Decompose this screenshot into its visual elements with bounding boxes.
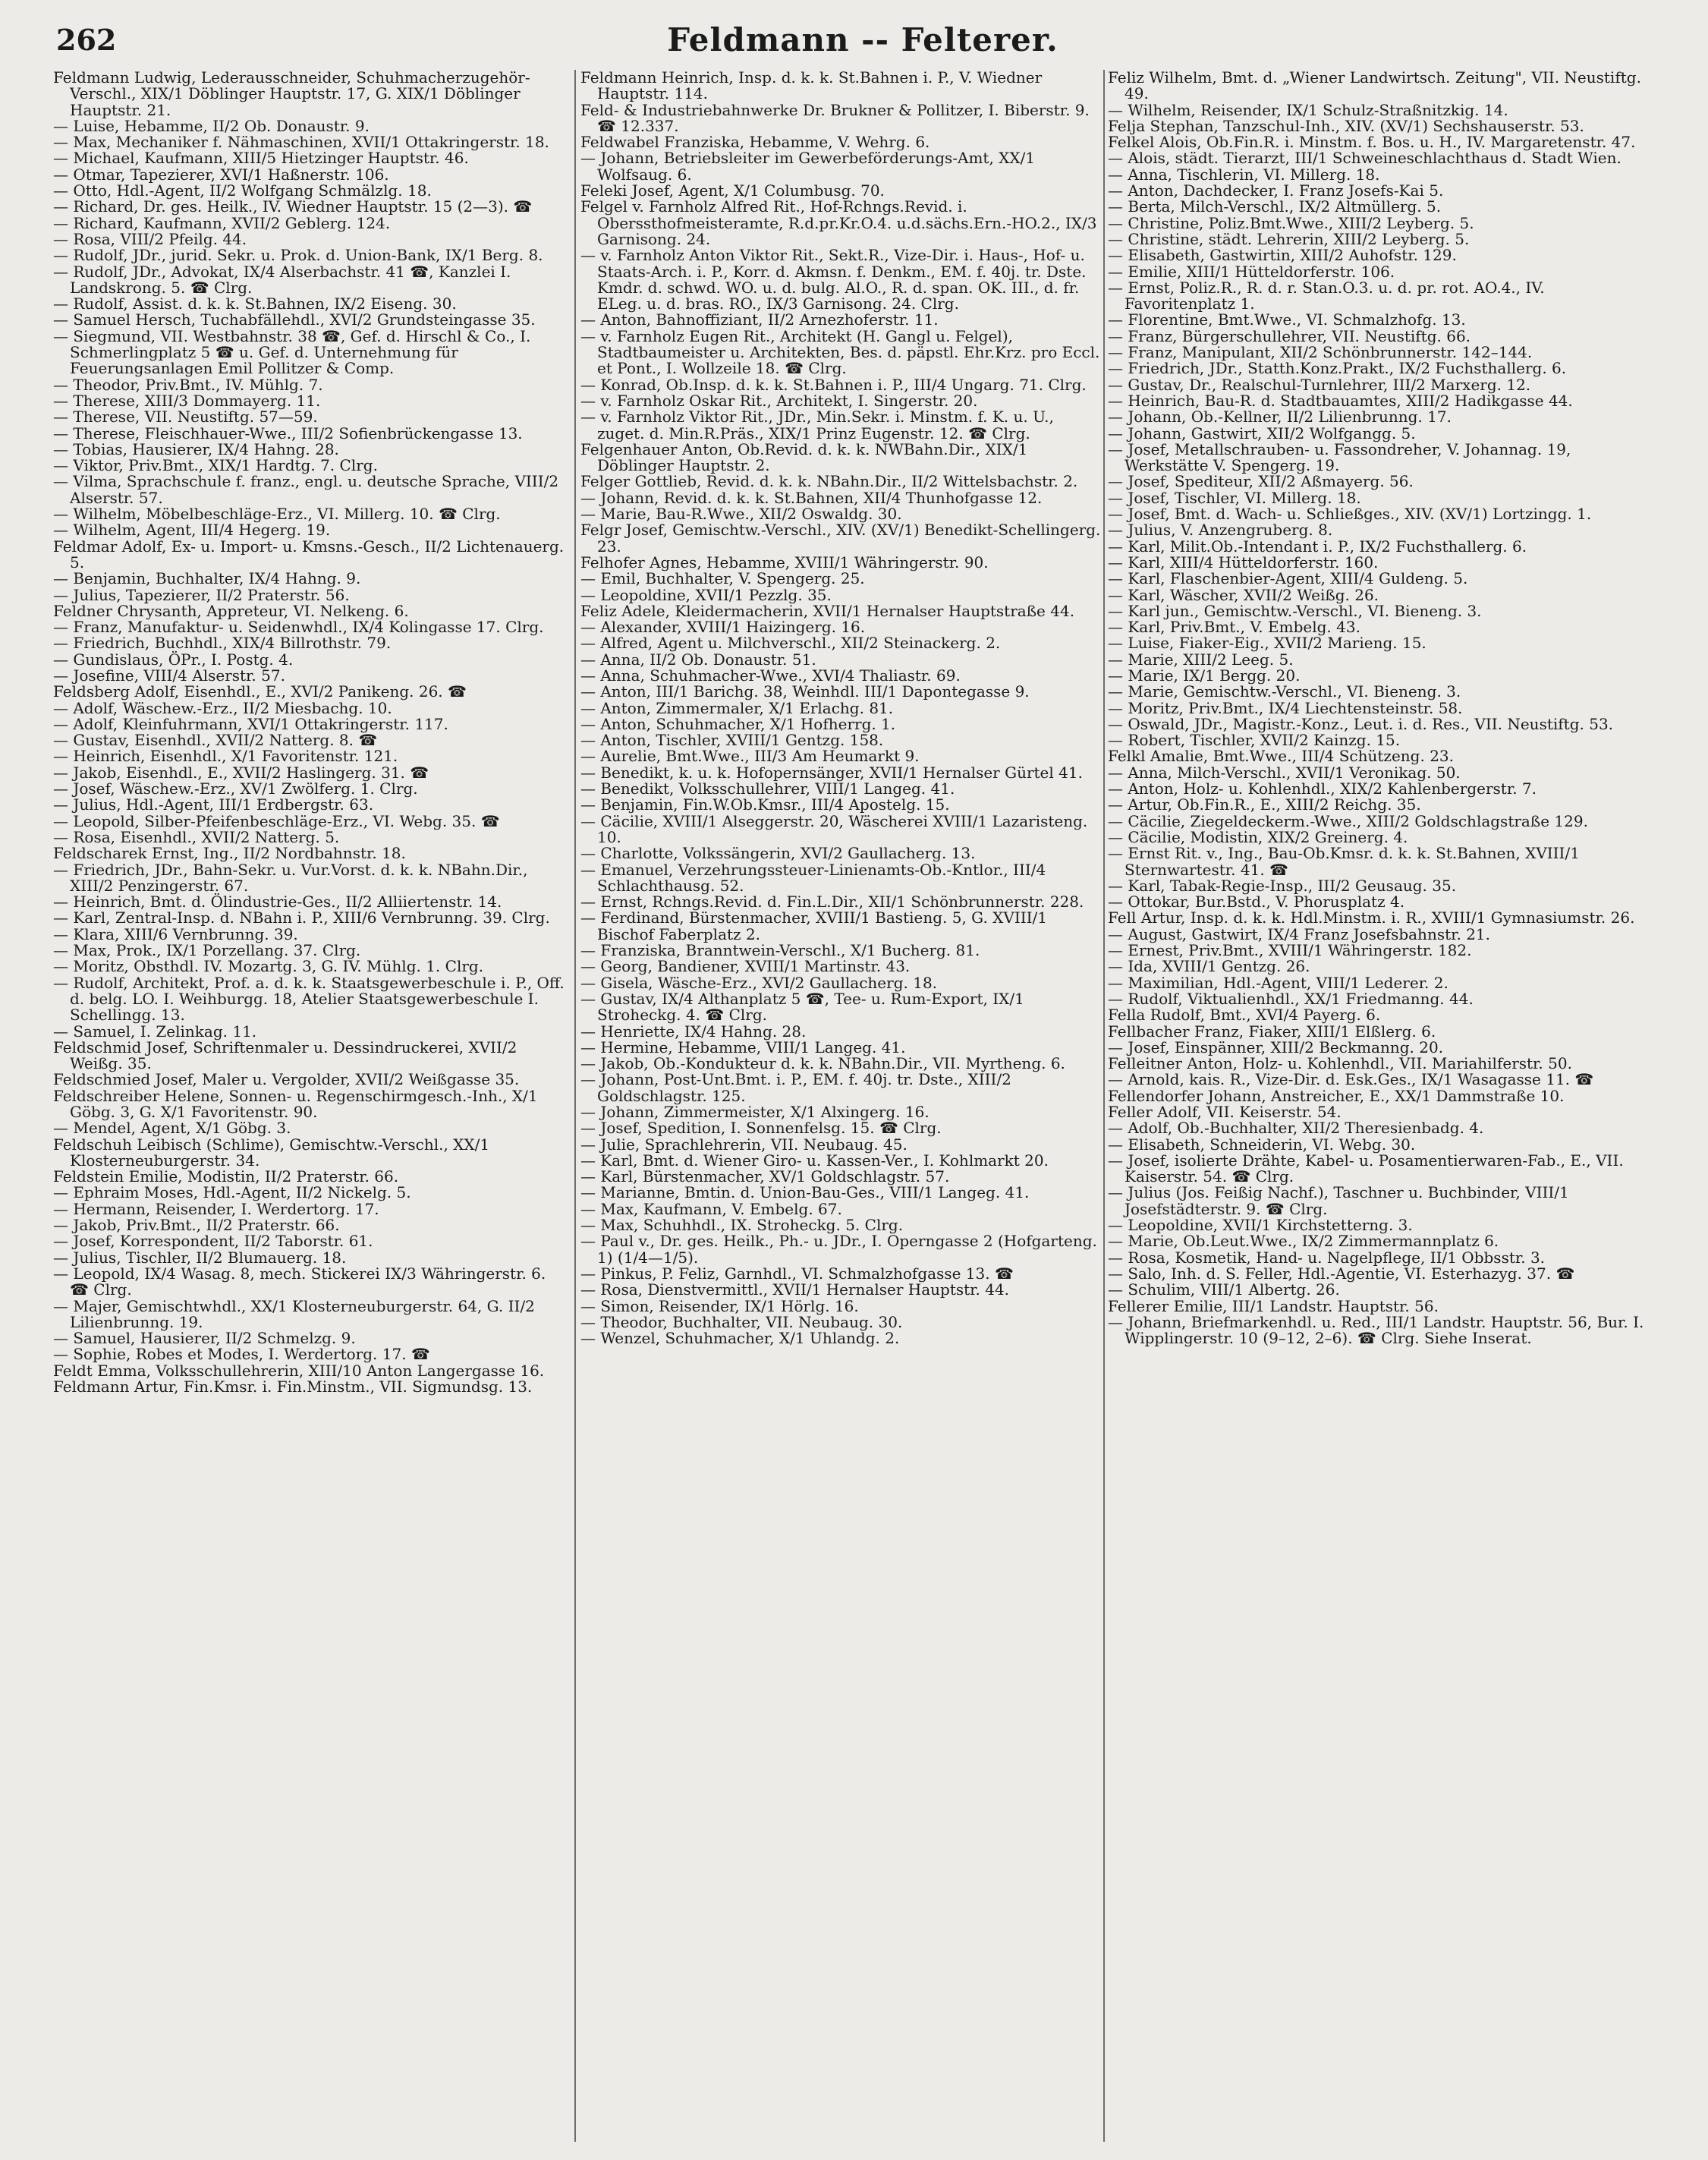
directory-entry: — Benjamin, Fin.W.Ob.Kmsr., III/4 Apostelg. 15. bbox=[580, 795, 950, 814]
directory-entry: — Alois, städt. Tierarzt, III/1 Schweineschlachthaus d. Stadt Wien. bbox=[1108, 149, 1621, 168]
directory-entry: — Johann, Gastwirt, XII/2 Wolfgangg. 5. bbox=[1108, 423, 1416, 442]
directory-entry: — Richard, Kaufmann, XVII/2 Geblerg. 124. bbox=[53, 213, 391, 232]
directory-entry: Feldmann Heinrich, Insp. d. k. k. St.Bahnen i. P., V. Wiedner Hauptstr. 114. bbox=[580, 70, 1043, 103]
directory-entry: — Majer, Gemischtwhdl., XX/1 Klosterneuburgerstr. 64, G. II/2 Lilienbrunng. 19. bbox=[53, 1296, 535, 1331]
directory-entry: — Jakob, Ob.-Kondukteur d. k. k. NBahn.Dir., VII. Myrtheng. 6. bbox=[580, 1054, 1065, 1073]
directory-entry: — Rudolf, Viktualienhdl., XX/1 Friedmanng. 44. bbox=[1108, 989, 1474, 1008]
directory-entry: — Anton, III/1 Barichg. 38, Weinhdl. III/1 Dapontegasse 9. bbox=[580, 682, 1030, 701]
directory-entry: — Emilie, XIII/1 Hütteldorferstr. 106. bbox=[1108, 262, 1395, 281]
directory-entry: — Heinrich, Eisenhdl., X/1 Favoritenstr. 121. bbox=[53, 747, 398, 766]
directory-entry: — Cäcilie, Modistin, XIX/2 Greinerg. 4. bbox=[1108, 827, 1408, 846]
directory-entry: Feld- & Industriebahnwerke Dr. Brukner & Pollitzer, I. Biberstr. 9. ☎ 12.337. bbox=[580, 100, 1090, 135]
column-2 bbox=[580, 70, 1104, 2142]
directory-entry: — August, Gastwirt, IX/4 Franz Josefsbahnstr. 21. bbox=[1108, 924, 1491, 943]
directory-entry: Felger Gottlieb, Revid. d. k. k. NBahn.Dir., II/2 Wittelsbachstr. 2. bbox=[580, 472, 1078, 491]
directory-entry: — Julius, Tischler, II/2 Blumauerg. 18. bbox=[53, 1248, 347, 1267]
directory-entry: — Theodor, Buchhalter, VII. Neubaug. 30. bbox=[580, 1312, 903, 1331]
directory-entry: — Samuel, I. Zelinkag. 11. bbox=[53, 1022, 257, 1041]
directory-entry: — Gustav, Dr., Realschul-Turnlehrer, III/2 Marxerg. 12. bbox=[1108, 375, 1531, 394]
directory-entry: — Salo, Inh. d. S. Feller, Hdl.-Agentie, VI. Esterhazyg. 37. ☎ bbox=[1108, 1264, 1575, 1283]
directory-entry: — Adolf, Wäschew.-Erz., II/2 Miesbachg. 10. bbox=[53, 698, 392, 717]
directory-entry: Felgr Josef, Gemischtw.-Verschl., XIV. (XV/1) Benedikt-Schellingerg. 23. bbox=[580, 521, 1101, 556]
directory-entry: — Georg, Bandiener, XVIII/1 Martinstr. 43. bbox=[580, 957, 911, 976]
directory-entry: — Anna, Tischlerin, VI. Millerg. 18. bbox=[1108, 165, 1380, 184]
directory-entry: Felgenhauer Anton, Ob.Revid. d. k. k. NWBahn.Dir., XIX/1 Döblinger Hauptstr. 2. bbox=[580, 439, 1028, 475]
directory-entry: — Klara, XIII/6 Vernbrunng. 39. bbox=[53, 924, 298, 943]
directory-entry: — Karl, Bürstenmacher, XV/1 Goldschlagstr. 57. bbox=[580, 1167, 950, 1186]
directory-entry: — Rosa, VIII/2 Pfeilg. 44. bbox=[53, 229, 247, 248]
directory-entry: — Johann, Revid. d. k. k. St.Bahnen, XII/4 Thunhofgasse 12. bbox=[580, 488, 1043, 507]
directory-entry: — Anna, Schuhmacher-Wwe., XVI/4 Thaliastr. 69. bbox=[580, 666, 961, 685]
directory-entry: Fell Artur, Insp. d. k. k. Hdl.Minstm. i. R., XVIII/1 Gymnasiumstr. 26. bbox=[1108, 908, 1635, 927]
directory-entry: — Julius (Jos. Feißig Nachf.), Taschner u. Buchbinder, VIII/1 Josefstädterstr. 9. ☎ Clrg. bbox=[1108, 1183, 1569, 1218]
directory-entry: — Mendel, Agent, X/1 Göbg. 3. bbox=[53, 1119, 291, 1138]
directory-entry: — Otmar, Tapezierer, XVI/1 Haßnerstr. 106. bbox=[53, 165, 389, 184]
directory-entry: — Marie, Bau-R.Wwe., XII/2 Oswaldg. 30. bbox=[580, 505, 902, 524]
directory-entry: — Luise, Hebamme, II/2 Ob. Donaustr. 9. bbox=[53, 116, 370, 135]
directory-entry: — Oswald, JDr., Magistr.-Konz., Leut. i. d. Res., VII. Neustiftg. 53. bbox=[1108, 714, 1614, 733]
directory-entry: — Karl, XIII/4 Hütteldorferstr. 160. bbox=[1108, 553, 1379, 571]
column-1 bbox=[53, 70, 569, 2142]
directory-entry: — Marie, Ob.Leut.Wwe., IX/2 Zimmermannplatz 6. bbox=[1108, 1232, 1499, 1251]
directory-entry: — Ernst Rit. v., Ing., Bau-Ob.Kmsr. d. k. k. St.Bahnen, XVIII/1 Sternwartestr. 41. ☎ bbox=[1108, 844, 1580, 879]
directory-entry: — Friedrich, JDr., Bahn-Sekr. u. Vur.Vorst. d. k. k. NBahn.Dir., XIII/2 Penzingerstr. 67. bbox=[53, 860, 528, 895]
directory-entry: — Rudolf, JDr., jurid. Sekr. u. Prok. d. Union-Bank, IX/1 Berg. 8. bbox=[53, 246, 543, 265]
directory-entry: — v. Farnholz Viktor Rit., JDr., Min.Sekr. i. Minstm. f. K. u. U., zuget. d. Min.R.Präs., XIX/1 Prinz Eugenstr. 12. ☎ Clrg. bbox=[580, 408, 1054, 442]
directory-entry: — Siegmund, VII. Westbahnstr. 38 ☎, Gef. d. Hirschl & Co., I. Schmerlingplatz 5 ☎ u. Gef. d. Unternehmung für Feuerungsanlagen Emil Pollitzer & Comp. bbox=[53, 326, 531, 378]
directory-entry: — Gisela, Wäsche-Erz., XVI/2 Gaullacherg. 18. bbox=[580, 973, 938, 992]
directory-entry: — Benedikt, k. u. k. Hofopernsänger, XVII/1 Hernalser Gürtel 41. bbox=[580, 763, 1083, 782]
directory-entry: — Hermine, Hebamme, VIII/1 Langeg. 41. bbox=[580, 1037, 906, 1056]
directory-entry: Fellerer Emilie, III/1 Landstr. Hauptstr. 56. bbox=[1108, 1296, 1439, 1315]
directory-entry: — Johann, Post-Unt.Bmt. i. P., EM. f. 40j. tr. Dste., XIII/2 Goldschlagstr. 125. bbox=[580, 1070, 1011, 1105]
directory-entry: — Wilhelm, Möbelbeschläge-Erz., VI. Millerg. 10. ☎ Clrg. bbox=[53, 505, 501, 524]
directory-entry: — Max, Schuhhdl., IX. Stroheckg. 5. Clrg. bbox=[580, 1216, 904, 1235]
directory-entry: — v. Farnholz Eugen Rit., Architekt (H. Gangl u. Felgel), Stadtbaumeister u. Architekten, Bes. d. päpstl. Ehr.Krz. pro Eccl. et Pont., I. Wollzeile 18. ☎ Clrg. bbox=[580, 326, 1100, 378]
directory-entry: — Rudolf, JDr., Advokat, IX/4 Alserbachstr. 41 ☎, Kanzlei I. Landskrong. 5. ☎ Clrg. bbox=[53, 262, 511, 297]
directory-entry: — Josef, Metallschrauben- u. Fassondreher, V. Johannag. 19, Werkstätte V. Spengerg. 19. bbox=[1108, 439, 1571, 475]
directory-entry: — Josef, Einspänner, XIII/2 Beckmanng. 20. bbox=[1108, 1037, 1444, 1056]
directory-entry: Feldmann Artur, Fin.Kmsr. i. Fin.Minstm., VII. Sigmundsg. 13. bbox=[53, 1378, 533, 1396]
directory-entry: Feldwabel Franziska, Hebamme, V. Wehrg. 6. bbox=[580, 133, 930, 152]
directory-entry: — Anton, Tischler, XVIII/1 Gentzg. 158. bbox=[580, 731, 884, 750]
directory-entry: — Karl, Tabak-Regie-Insp., III/2 Geusaug. 35. bbox=[1108, 876, 1457, 895]
directory-entry: — Michael, Kaufmann, XIII/5 Hietzinger Hauptstr. 46. bbox=[53, 149, 469, 168]
directory-entry: — Leopoldine, XVII/1 Kirchstetterng. 3. bbox=[1108, 1216, 1413, 1235]
directory-entry: — Otto, Hdl.-Agent, II/2 Wolfgang Schmälzlg. 18. bbox=[53, 181, 432, 200]
directory-entry: — Anton, Holz- u. Kohlenhdl., XIX/2 Kahlenbergerstr. 7. bbox=[1108, 779, 1537, 798]
directory-entry: Feleki Josef, Agent, X/1 Columbusg. 70. bbox=[580, 181, 885, 200]
directory-entry: — Franziska, Branntwein-Verschl., X/1 Bucherg. 81. bbox=[580, 941, 980, 960]
directory-entry: — Adolf, Kleinfuhrmann, XVI/1 Ottakringerstr. 117. bbox=[53, 714, 448, 733]
directory-entry: — Max, Mechaniker f. Nähmaschinen, XVII/1 Ottakringerstr. 18. bbox=[53, 133, 549, 152]
directory-entry: — Julius, Tapezierer, II/2 Praterstr. 56. bbox=[53, 585, 350, 604]
directory-entry: — Julie, Sprachlehrerin, VII. Neubaug. 45. bbox=[580, 1135, 907, 1154]
directory-entry: — Franz, Bürgerschullehrer, VII. Neustiftg. 66. bbox=[1108, 326, 1471, 345]
directory-entry: — Johann, Zimmermeister, X/1 Alxingerg. 16. bbox=[580, 1103, 929, 1121]
directory-entry: Feliz Adele, Kleidermacherin, XVII/1 Hernalser Hauptstraße 44. bbox=[580, 601, 1075, 620]
directory-entry: — Julius, Hdl.-Agent, III/1 Erdbergstr. 63. bbox=[53, 795, 374, 814]
directory-entry: — Karl, Flaschenbier-Agent, XIII/4 Guldeng. 5. bbox=[1108, 569, 1468, 588]
directory-entry: Feldmann Ludwig, Lederausschneider, Schuhmacherzugehör-Verschl., XIX/1 Döblinger Hauptstr. 17, G. XIX/1 Döblinger Hauptstr. 21. bbox=[53, 70, 530, 119]
directory-entry: — Karl jun., Gemischtw.-Verschl., VI. Bieneng. 3. bbox=[1108, 601, 1482, 620]
directory-entry: — Friedrich, JDr., Statth.Konz.Prakt., IX/2 Fuchsthallerg. 6. bbox=[1108, 359, 1567, 378]
directory-entry: Fellendorfer Johann, Anstreicher, E., XX/1 Dammstraße 10. bbox=[1108, 1086, 1565, 1105]
directory-entry: — Josef, isolierte Drähte, Kabel- u. Posamentierwaren-Fab., E., VII. Kaiserstr. 54. ☎ Clrg. bbox=[1108, 1151, 1624, 1186]
directory-entry: — Florentine, Bmt.Wwe., VI. Schmalzhofg. 13. bbox=[1108, 310, 1466, 329]
directory-entry: — Alexander, XVIII/1 Haizingerg. 16. bbox=[580, 618, 866, 637]
directory-entry: Felkel Alois, Ob.Fin.R. i. Minstm. f. Bos. u. H., IV. Margaretenstr. 47. bbox=[1108, 133, 1636, 152]
directory-entry: — Theodor, Priv.Bmt., IV. Mühlg. 7. bbox=[53, 375, 323, 394]
page-number: 262 bbox=[56, 23, 117, 57]
directory-entry: — Friedrich, Buchhdl., XIX/4 Billrothstr. 79. bbox=[53, 634, 392, 653]
directory-entry: — Johann, Ob.-Kellner, II/2 Lilienbrunng. 17. bbox=[1108, 408, 1452, 427]
directory-entry: — Therese, XIII/3 Dommayerg. 11. bbox=[53, 391, 321, 410]
directory-entry: Fellbacher Franz, Fiaker, XIII/1 Elßlerg. 6. bbox=[1108, 1022, 1436, 1041]
directory-entry: — Artur, Ob.Fin.R., E., XIII/2 Reichg. 35. bbox=[1108, 795, 1421, 814]
directory-entry: — Ephraim Moses, Hdl.-Agent, II/2 Nickelg. 5. bbox=[53, 1183, 411, 1202]
directory-entry: — Hermann, Reisender, I. Werdertorg. 17. bbox=[53, 1199, 379, 1218]
directory-entry: — Wenzel, Schuhmacher, X/1 Uhlandg. 2. bbox=[580, 1329, 900, 1348]
directory-entry: — Franz, Manipulant, XII/2 Schönbrunnerstr. 142–144. bbox=[1108, 343, 1533, 362]
directory-entry: — Gundislaus, ÖPr., I. Postg. 4. bbox=[53, 650, 294, 669]
directory-entry: — Cäcilie, Ziegeldeckerm.-Wwe., XIII/2 Goldschlagstraße 129. bbox=[1108, 811, 1588, 830]
directory-entry: — Anton, Bahnoffiziant, II/2 Arnezhoferstr. 11. bbox=[580, 310, 939, 329]
directory-entry: — Anna, Milch-Verschl., XVII/1 Veronikag. 50. bbox=[1108, 763, 1461, 782]
directory-entry: — Jakob, Priv.Bmt., II/2 Praterstr. 66. bbox=[53, 1216, 340, 1235]
directory-entry: — Ernest, Priv.Bmt., XVIII/1 Währingerstr. 182. bbox=[1108, 941, 1472, 960]
directory-entry: Felja Stephan, Tanzschul-Inh., XIV. (XV/1) Sechshauserstr. 53. bbox=[1108, 116, 1584, 135]
directory-entry: — Max, Kaufmann, V. Embelg. 67. bbox=[580, 1199, 842, 1218]
directory-entry: — Alfred, Agent u. Milchverschl., XII/2 Steinackerg. 2. bbox=[580, 634, 1001, 653]
directory-entry: Felleitner Anton, Holz- u. Kohlenhdl., VII. Mariahilferstr. 50. bbox=[1108, 1054, 1572, 1073]
directory-entry: — Ernst, Rchngs.Revid. d. Fin.L.Dir., XII/1 Schönbrunnerstr. 228. bbox=[580, 893, 1084, 912]
directory-entry: — Johann, Briefmarkenhdl. u. Red., III/1 Landstr. Hauptstr. 56, Bur. I. Wipplingerstr. 10 (9–12, 2–6). ☎ Clrg. Siehe Inserat. bbox=[1108, 1312, 1644, 1348]
directory-entry: — Josef, Spediteur, XII/2 Aßmayerg. 56. bbox=[1108, 472, 1414, 491]
directory-entry: — Rosa, Kosmetik, Hand- u. Nagelpflege, II/1 Obbsstr. 3. bbox=[1108, 1248, 1546, 1267]
directory-entry: — Josef, Tischler, VI. Millerg. 18. bbox=[1108, 488, 1361, 507]
directory-entry: — Karl, Milit.Ob.-Intendant i. P., IX/2 Fuchsthallerg. 6. bbox=[1108, 537, 1527, 556]
directory-entry: — Karl, Bmt. d. Wiener Giro- u. Kassen-Ver., I. Kohlmarkt 20. bbox=[580, 1151, 1049, 1170]
directory-entry: — Ottokar, Bur.Bstd., V. Phorusplatz 4. bbox=[1108, 893, 1405, 912]
directory-entry: — Karl, Zentral-Insp. d. NBahn i. P., XIII/6 Vernbrunng. 39. Clrg. bbox=[53, 908, 550, 927]
directory-entry: — Elisabeth, Gastwirtin, XIII/2 Auhofstr. 129. bbox=[1108, 246, 1457, 265]
directory-entry: Feldschreiber Helene, Sonnen- u. Regenschirmgesch.-Inh., X/1 Göbg. 3, G. X/1 Favoritenstr. 90. bbox=[53, 1086, 538, 1121]
directory-entry: Feldschmid Josef, Schriftenmaler u. Dessindruckerei, XVII/2 Weißg. 35. bbox=[53, 1037, 517, 1073]
directory-entry: — Wilhelm, Reisender, IX/1 Schulz-Straßnitzkig. 14. bbox=[1108, 100, 1508, 119]
directory-entry: — Josefine, VIII/4 Alserstr. 57. bbox=[53, 666, 285, 685]
directory-entry: — Berta, Milch-Verschl., IX/2 Altmüllerg. 5. bbox=[1108, 197, 1442, 216]
directory-entry: — Moritz, Obsthdl. IV. Mozartg. 3, G. IV. Mühlg. 1. Clrg. bbox=[53, 957, 484, 976]
directory-entry: — Simon, Reisender, IX/1 Hörlg. 16. bbox=[580, 1296, 859, 1315]
directory-entry: — v. Farnholz Oskar Rit., Architekt, I. Singerstr. 20. bbox=[580, 391, 978, 410]
directory-entry: — Konrad, Ob.Insp. d. k. k. St.Bahnen i. P., III/4 Ungarg. 71. Clrg. bbox=[580, 375, 1087, 394]
directory-entry: — Benjamin, Buchhalter, IX/4 Hahng. 9. bbox=[53, 569, 361, 588]
directory-entry: — Anna, II/2 Ob. Donaustr. 51. bbox=[580, 650, 816, 669]
directory-entry: — Robert, Tischler, XVII/2 Kainzg. 15. bbox=[1108, 731, 1401, 750]
directory-entry: Feldmar Adolf, Ex- u. Import- u. Kmsns.-Gesch., II/2 Lichtenauerg. 5. bbox=[53, 537, 565, 571]
directory-entry: — Gustav, Eisenhdl., XVII/2 Natterg. 8. ☎ bbox=[53, 731, 378, 750]
directory-entry: Felkl Amalie, Bmt.Wwe., III/4 Schützeng. 23. bbox=[1108, 747, 1455, 766]
directory-entry: — Emanuel, Verzehrungssteuer-Linienamts-Ob.-Kntlor., III/4 Schlachthausg. 52. bbox=[580, 860, 1046, 895]
directory-entry: — Charlotte, Volkssängerin, XVI/2 Gaullacherg. 13. bbox=[580, 844, 976, 863]
directory-entry: — Anton, Zimmermaler, X/1 Erlachg. 81. bbox=[580, 698, 894, 717]
directory-entry: — Wilhelm, Agent, III/4 Hegerg. 19. bbox=[53, 521, 331, 540]
directory-entry: Feldschuh Leibisch (Schlime), Gemischtw.-Verschl., XX/1 Klosterneuburgerstr. 34. bbox=[53, 1135, 490, 1170]
directory-entry: — Schulim, VIII/1 Albertg. 26. bbox=[1108, 1280, 1340, 1299]
directory-entry: — Leopold, IX/4 Wasag. 8, mech. Stickerei IX/3 Währingerstr. 6. ☎ Clrg. bbox=[53, 1264, 546, 1299]
directory-entry: — Josef, Bmt. d. Wach- u. Schließges., XIV. (XV/1) Lortzingg. 1. bbox=[1108, 505, 1592, 524]
directory-entry: — Marianne, Bmtin. d. Union-Bau-Ges., VIII/1 Langeg. 41. bbox=[580, 1183, 1030, 1202]
directory-entry: — Johann, Betriebsleiter im Gewerbeförderungs-Amt, XX/1 Wolfsaug. 6. bbox=[580, 149, 1036, 184]
directory-entry: — Moritz, Priv.Bmt., IX/4 Liechtensteinstr. 58. bbox=[1108, 698, 1463, 717]
directory-entry: — Cäcilie, XVIII/1 Alseggerstr. 20, Wäscherei XVIII/1 Lazaristeng. 10. bbox=[580, 811, 1088, 846]
directory-entry: — Adolf, Ob.-Buchhalter, XII/2 Theresienbadg. 4. bbox=[1108, 1119, 1484, 1138]
directory-entry: — Gustav, IX/4 Althanplatz 5 ☎, Tee- u. Rum-Export, IX/1 Stroheckg. 4. ☎ Clrg. bbox=[580, 989, 1024, 1025]
directory-entry: — Josef, Wäschew.-Erz., XV/1 Zwölferg. 1. Clrg. bbox=[53, 779, 418, 798]
directory-entry: Fella Rudolf, Bmt., XVI/4 Payerg. 6. bbox=[1108, 1006, 1381, 1025]
page-title: Feldmann -- Felterer. bbox=[667, 21, 1058, 58]
directory-entry: — Anton, Schuhmacher, X/1 Hofherrg. 1. bbox=[580, 714, 896, 733]
directory-entry: — Leopold, Silber-Pfeifenbeschläge-Erz., VI. Webg. 35. ☎ bbox=[53, 811, 500, 830]
directory-entry: — Julius, V. Anzengruberg. 8. bbox=[1108, 521, 1333, 540]
directory-entry: — Rudolf, Architekt, Prof. a. d. k. k. Staatsgewerbeschule i. P., Off. d. belg. LO. I. Weihburgg. 18, Atelier Staatsgewerbeschule I. Schellingg. 13. bbox=[53, 973, 565, 1025]
directory-entry: — Josef, Korrespondent, II/2 Taborstr. 61. bbox=[53, 1232, 373, 1251]
directory-entry: Felgel v. Farnholz Alfred Rit., Hof-Rchngs.Revid. i. Oberssthofmeisteramte, R.d.pr.Kr.O.4. u.d.sächs.Ern.-HO.2., IX/3 Garnisong. 24. bbox=[580, 197, 1097, 248]
directory-entry: — Rosa, Eisenhdl., XVII/2 Natterg. 5. bbox=[53, 827, 340, 846]
directory-entry: — Richard, Dr. ges. Heilk., IV. Wiedner Hauptstr. 15 (2—3). ☎ bbox=[53, 197, 533, 216]
directory-entry: — Christine, städt. Lehrerin, XIII/2 Leyberg. 5. bbox=[1108, 229, 1470, 248]
directory-entry: — Elisabeth, Schneiderin, VI. Webg. 30. bbox=[1108, 1135, 1416, 1154]
directory-entry: — Heinrich, Bmt. d. Ölindustrie-Ges., II/2 Alliiertenstr. 14. bbox=[53, 893, 502, 912]
directory-entry: — Vilma, Sprachschule f. franz., engl. u. deutsche Sprache, VIII/2 Alserstr. 57. bbox=[53, 472, 559, 507]
directory-entry: — Therese, VII. Neustiftg. 57—59. bbox=[53, 408, 318, 427]
directory-entry: — Ernst, Poliz.R., R. d. r. Stan.O.3. u. d. pr. rot. AO.4., IV. Favoritenplatz 1. bbox=[1108, 278, 1545, 313]
directory-entry: — Viktor, Priv.Bmt., XIX/1 Hardtg. 7. Clrg. bbox=[53, 456, 378, 475]
directory-entry: — Rosa, Dienstvermittl., XVII/1 Hernalser Hauptstr. 44. bbox=[580, 1280, 1010, 1299]
directory-entry: Feldschmied Josef, Maler u. Vergolder, XVII/2 Weißgasse 35. bbox=[53, 1070, 520, 1089]
directory-entry: Feldscharek Ernst, Ing., II/2 Nordbahnstr. 18. bbox=[53, 844, 406, 863]
directory-entry: — Max, Prok., IX/1 Porzellang. 37. Clrg. bbox=[53, 941, 361, 960]
column-divider bbox=[574, 70, 576, 2142]
column-3 bbox=[1108, 70, 1654, 2142]
directory-entry: — Aurelie, Bmt.Wwe., III/3 Am Heumarkt 9. bbox=[580, 747, 920, 766]
directory-entry: Feldt Emma, Volksschullehrerin, XIII/10 Anton Langergasse 16. bbox=[53, 1361, 545, 1380]
directory-entry: Feller Adolf, VII. Keiserstr. 54. bbox=[1108, 1103, 1342, 1121]
directory-entry: — Rudolf, Assist. d. k. k. St.Bahnen, IX/2 Eiseng. 30. bbox=[53, 294, 457, 313]
directory-entry: — Tobias, Hausierer, IX/4 Hahng. 28. bbox=[53, 439, 339, 458]
directory-entry: Feldner Chrysanth, Appreteur, VI. Nelkeng. 6. bbox=[53, 601, 409, 620]
directory-entry: — Anton, Dachdecker, I. Franz Josefs-Kai 5. bbox=[1108, 181, 1444, 200]
directory-entry: — Marie, Gemischtw.-Verschl., VI. Bieneng. 3. bbox=[1108, 682, 1461, 701]
directory-entry: — Henriette, IX/4 Hahng. 28. bbox=[580, 1022, 807, 1041]
directory-entry: — Christine, Poliz.Bmt.Wwe., XIII/2 Leyberg. 5. bbox=[1108, 213, 1474, 232]
directory-entry: — Luise, Fiaker-Eig., XVII/2 Marieng. 15. bbox=[1108, 634, 1426, 653]
directory-entry: — Benedikt, Volksschullehrer, VIII/1 Langeg. 41. bbox=[580, 779, 955, 798]
directory-entry: — Samuel, Hausierer, II/2 Schmelzg. 9. bbox=[53, 1329, 356, 1348]
directory-entry: — Ida, XVIII/1 Gentzg. 26. bbox=[1108, 957, 1310, 976]
directory-entry: — Karl, Wäscher, XVII/2 Weißg. 26. bbox=[1108, 585, 1379, 604]
directory-entry: — Marie, IX/1 Bergg. 20. bbox=[1108, 666, 1301, 685]
page-header bbox=[47, 17, 1678, 64]
directory-entry: — Sophie, Robes et Modes, I. Werdertorg. 17. ☎ bbox=[53, 1345, 430, 1364]
directory-entry: — Franz, Manufaktur- u. Seidenwhdl., IX/4 Kolingasse 17. Clrg. bbox=[53, 618, 544, 637]
directory-entry: — Samuel Hersch, Tuchabfällehdl., XVI/2 Grundsteingasse 35. bbox=[53, 310, 536, 329]
directory-entry: — Pinkus, P. Feliz, Garnhdl., VI. Schmalzhofgasse 13. ☎ bbox=[580, 1264, 1014, 1283]
directory-entry: Felhofer Agnes, Hebamme, XVIII/1 Währingerstr. 90. bbox=[580, 553, 989, 571]
directory-entry: — Leopoldine, XVII/1 Pezzlg. 35. bbox=[580, 585, 832, 604]
directory-entry: — Karl, Priv.Bmt., V. Embelg. 43. bbox=[1108, 618, 1360, 637]
directory-entry: — Maximilian, Hdl.-Agent, VIII/1 Lederer. 2. bbox=[1108, 973, 1448, 992]
directory-entry: Feliz Wilhelm, Bmt. d. „Wiener Landwirtsch. Zeitung", VII. Neustiftg. 49. bbox=[1108, 70, 1641, 103]
directory-entry: — Arnold, kais. R., Vize-Dir. d. Esk.Ges., IX/1 Wasagasse 11. ☎ bbox=[1108, 1070, 1594, 1089]
directory-entry: — Therese, Fleischhauer-Wwe., III/2 Sofienbrückengasse 13. bbox=[53, 423, 523, 442]
directory-entry: — v. Farnholz Anton Viktor Rit., Sekt.R., Vize-Dir. i. Haus-, Hof- u. Staats-Arch. i. P., Korr. d. Akmsn. f. Denkm., EM. f. 40j. tr. Dste. Kmdr. d. schwd. WO. u. d. bulg. Al.O., R. d. span. OK. III., d. fr. ELeg. u. d. bras. RO., IX/3 Garnisong. 24. Clrg. bbox=[580, 246, 1087, 313]
directory-entry: — Paul v., Dr. ges. Heilk., Ph.- u. JDr., I. Operngasse 2 (Hofgarteng. 1) (1/4—1/5). bbox=[580, 1232, 1097, 1267]
directory-entry: Feldsberg Adolf, Eisenhdl., E., XVI/2 Panikeng. 26. ☎ bbox=[53, 682, 467, 701]
directory-entry: — Ferdinand, Bürstenmacher, XVIII/1 Bastieng. 5, G. XVIII/1 Bischof Faberplatz 2. bbox=[580, 908, 1047, 943]
directory-entry: — Emil, Buchhalter, V. Spengerg. 25. bbox=[580, 569, 865, 588]
directory-entry: — Josef, Spedition, I. Sonnenfelsg. 15. ☎ Clrg. bbox=[580, 1119, 942, 1138]
directory-entry: — Jakob, Eisenhdl., E., XVII/2 Haslingerg. 31. ☎ bbox=[53, 763, 429, 782]
directory-entry: — Heinrich, Bau-R. d. Stadtbauamtes, XIII/2 Hadikgasse 44. bbox=[1108, 391, 1573, 410]
directory-entry: — Marie, XIII/2 Leeg. 5. bbox=[1108, 650, 1294, 669]
directory-entry: Feldstein Emilie, Modistin, II/2 Praterstr. 66. bbox=[53, 1167, 399, 1186]
